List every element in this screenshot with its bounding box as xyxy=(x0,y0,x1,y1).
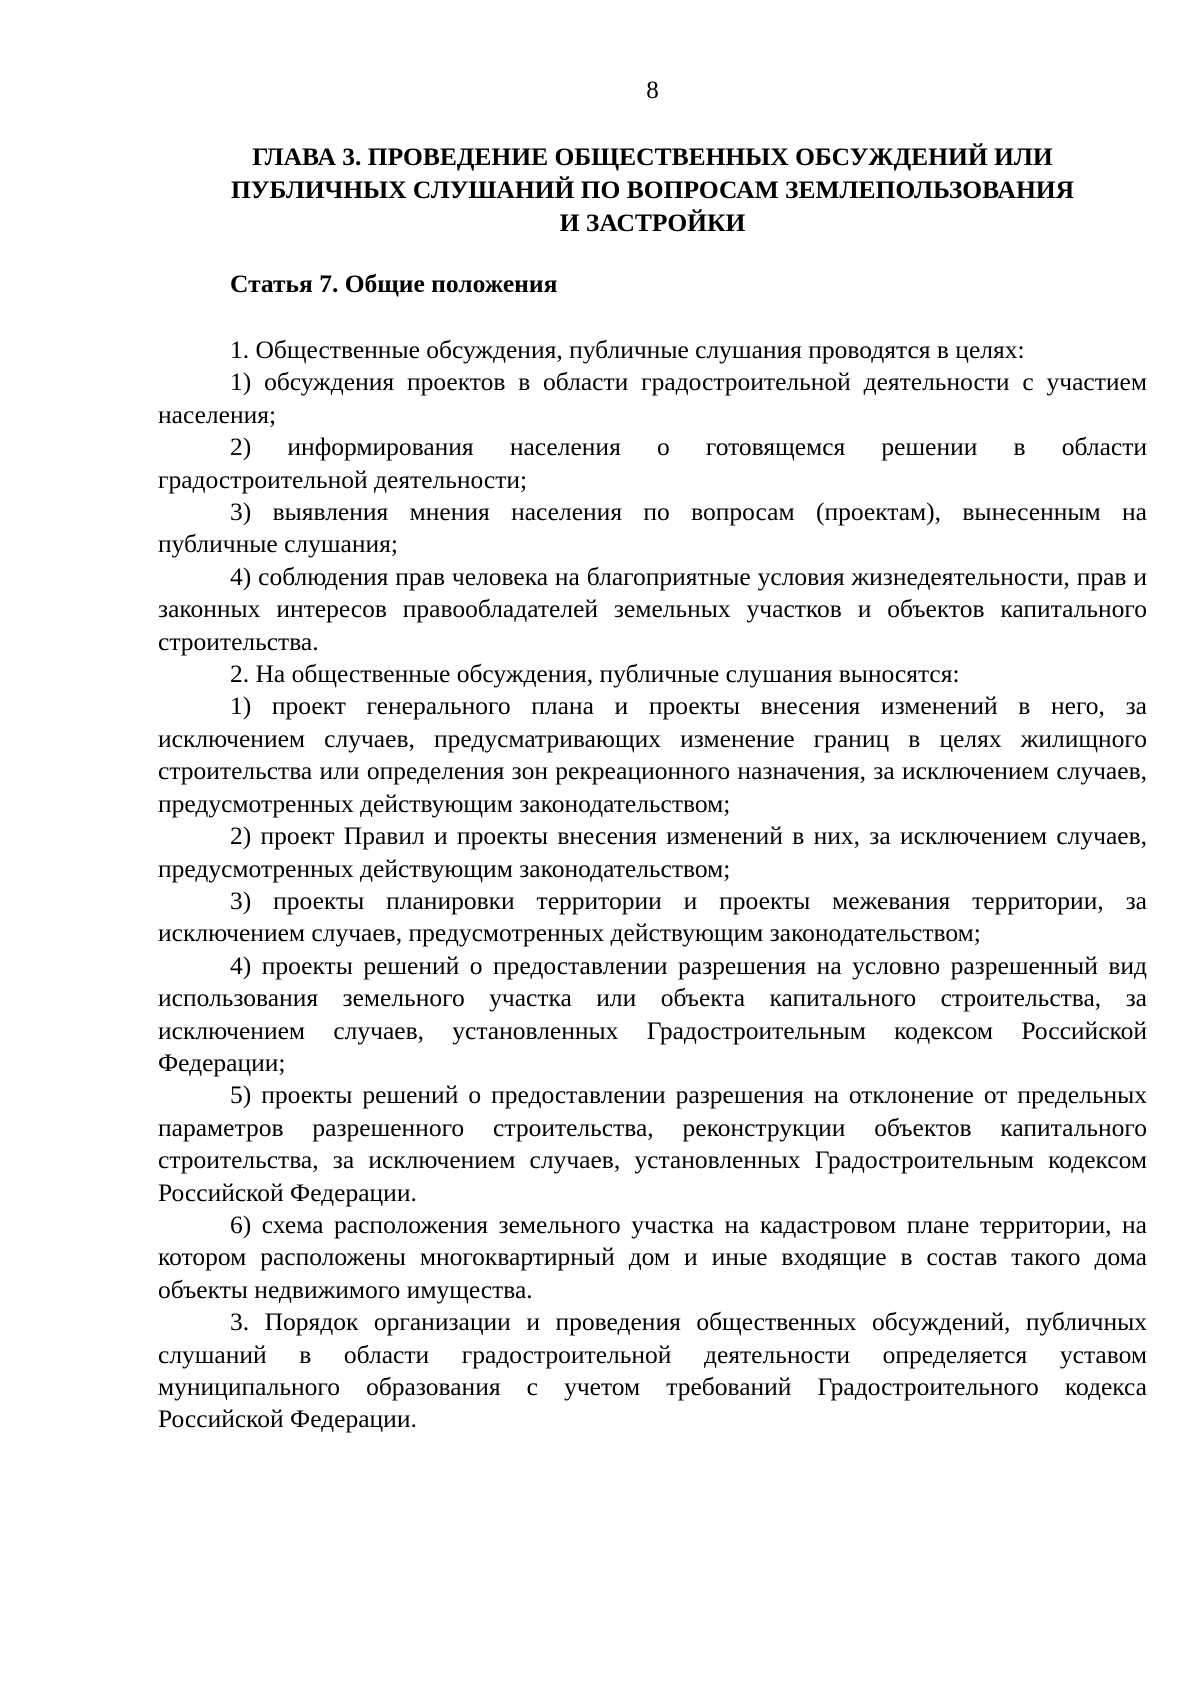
list-item: 6) схема расположения земельного участка на кадастровом плане территории, на котором расположены многоквартирный дом и иные входящие в состав такого дома объекты недвижимого имущества. xyxy=(158,1209,1147,1304)
list-item: 5) проекты решений о предоставлении разрешения на отклонение от предельных параметров разрешенного строительства, реконструкции объектов капитального строительства, за исключением случаев, установленных Градостроительным кодексом Российской Федерации. xyxy=(158,1080,1147,1207)
article-body xyxy=(158,334,1147,1436)
list-item: 1) обсуждения проектов в области градостроительной деятельности с участием населения; xyxy=(158,367,1147,429)
list-item: 1) проект генерального плана и проекты внесения изменений в него, за исключением случаев, предусматривающих изменение границ в целях жилищного строительства или определения зон рекреационного назначения, за исключением случаев, предусмотренных действующим законодательством; xyxy=(158,691,1147,818)
article-title: Статья 7. Общие положения xyxy=(230,269,558,298)
list-item: 3) выявления мнения населения по вопросам (проектам), вынесенным на публичные слушания; xyxy=(158,497,1147,559)
paragraph: 2. На общественные обсуждения, публичные слушания выносятся: xyxy=(230,659,960,689)
page-number: 8 xyxy=(646,77,659,104)
paragraph: 1. Общественные обсуждения, публичные слушания проводятся в целях: xyxy=(230,335,1025,364)
chapter-title-line: И ЗАСТРОЙКИ xyxy=(559,208,746,237)
list-item: 4) соблюдения прав человека на благоприятные условия жизнедеятельности, прав и законных интересов правообладателей земельных участков и объектов капитального строительства. xyxy=(158,561,1147,656)
paragraph: 3. Порядок организации и проведения общественных обсуждений, публичных слушаний в области градостроительной деятельности определяется уставом муниципального образования с учетом требований Градостроительного кодекса Российской Федерации. xyxy=(158,1307,1147,1434)
list-item: 3) проекты планировки территории и проекты межевания территории, за исключением случаев, предусмотренных действующим законодательством; xyxy=(158,885,1147,948)
list-item: 4) проекты решений о предоставлении разрешения на условно разрешенный вид использования земельного участка или объекта капитального строительства, за исключением случаев, установленных Градостроительным кодексом Российской Федерации; xyxy=(158,950,1147,1077)
chapter-title-line: ГЛАВА 3. ПРОВЕДЕНИЕ ОБЩЕСТВЕННЫХ ОБСУЖДЕНИЙ ИЛИ xyxy=(252,142,1053,171)
list-item: 2) информирования населения о готовящемся решении в области градостроительной деятельности; xyxy=(158,432,1147,494)
chapter-title-line: ПУБЛИЧНЫХ СЛУШАНИЙ ПО ВОПРОСАМ ЗЕМЛЕПОЛЬЗОВАНИЯ xyxy=(230,175,1075,204)
chapter-title xyxy=(158,140,1147,239)
list-item: 2) проект Правил и проекты внесения изменений в них, за исключением случаев, предусмотренных действующим законодательством; xyxy=(158,821,1147,883)
